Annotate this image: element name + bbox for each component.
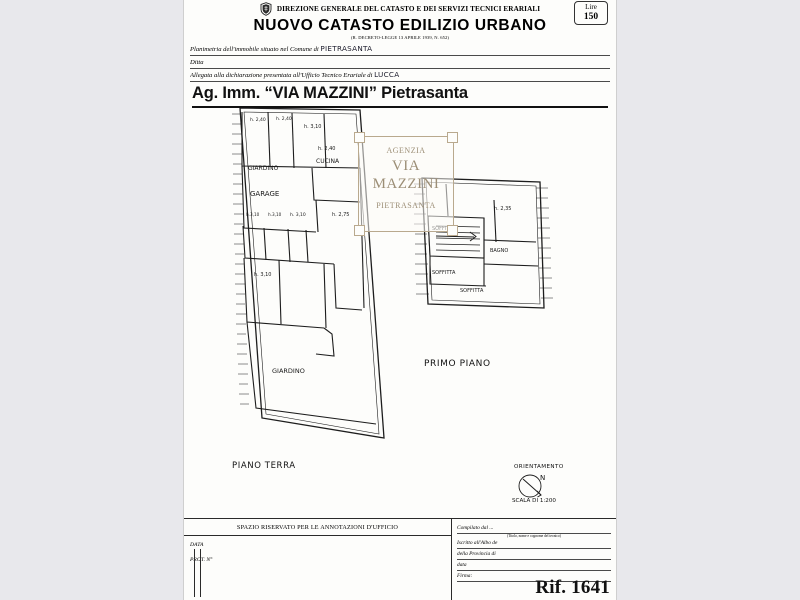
plan-height-1: h. 2,40 [250,118,266,123]
watermark-line-1: AGENZIA [386,146,426,155]
watermark-line-3: MAZZINI [372,176,440,193]
watermark-corner-tl [354,132,365,143]
footer-data-label: DATA [190,542,204,548]
office-notes-box [184,519,452,600]
plan-label-cucina: CUCINA [316,158,340,165]
plan-height-3: h. 3,10 [304,124,322,130]
plan-height-9: h. 3,10 [254,272,272,278]
svg-text:N: N [540,474,546,482]
footer-prot-label: PROT. N° [190,557,213,563]
field-ufficio-value: LUCCA [374,70,400,79]
footer-date-label: data [457,560,611,571]
field-ditta [190,56,610,69]
footer-compilato-hint: (Titolo, nome e cognome del tecnico) [507,534,561,538]
document-title: NUOVO CATASTO EDILIZIO URBANO [253,17,547,34]
plan-label-giardino-top: GIARDINO [248,165,279,172]
plan-label-garage: GARAGE [250,190,280,198]
plan-height-5: h. 2,75 [332,212,350,218]
state-crest-icon [260,2,272,16]
footer-provincia-label: della Provincia di [457,549,611,560]
plan-label-soffitta-3: SOFFITTA [460,288,484,294]
watermark-line-2: VIA [391,158,421,175]
plan-height-6: h.3,10 [246,212,260,217]
orientation-compass [512,464,564,504]
authority-text: DIREZIONE GENERALE DEL CATASTO E DEI SERVIZI TECNICI ERARIALI [276,5,541,13]
plan-height-4: h. 2,40 [318,146,336,152]
watermark-corner-tr [447,132,458,143]
orientation-caption: ORIENTAMENTO [514,464,564,470]
stamp-fee-label: Lire [585,3,597,11]
footer-compilato-label: Compilato dal ... [457,523,611,534]
plan-height-7: h.3,10 [268,212,282,217]
plan-height-2: h. 2,40 [276,117,292,122]
reference-number: Rif. 1641 [535,577,610,598]
document-decree: (R. DECRETO-LEGGE 13 APRILE 1939, N. 652) [350,35,450,40]
watermark-corner-br [447,225,458,236]
plan-label-bagno: BAGNO [490,248,509,254]
plan-label-soffitta-2: SOFFITTA [432,270,456,276]
document-footer [184,518,616,600]
plan-height-8: h. 3,10 [290,213,306,218]
field-comune [190,43,610,56]
office-notes-caption: SPAZIO RISERVATO PER LE ANNOTAZIONI D'UFFICIO [184,519,451,536]
scale-caption: SCALA DI 1:200 [512,498,556,504]
first-floor-caption: PRIMO PIANO [424,359,491,369]
field-comune-label: Planimetria dell'immobile situato nel Comune di [190,46,319,53]
agency-watermark [358,136,454,232]
stamp-fee-box [574,1,608,25]
technician-box [452,519,616,600]
field-ditta-label: Ditta [190,59,204,66]
ground-floor-caption: PIANO TERRA [232,461,296,471]
field-comune-value: PIETRASANTA [320,44,373,53]
footer-vertical-rule-1 [194,549,195,597]
cadastral-document-sheet [184,0,616,600]
footer-firma-label: Firma: [457,571,611,582]
plan-height-10: h. 2,35 [494,206,512,212]
footer-albo-label: Iscritto all'Albo de [457,538,611,549]
watermark-line-4: PIETRASANTA [376,200,436,210]
footer-vertical-rule-2 [200,549,201,597]
authority-line [190,2,610,16]
plan-label-giardino-bottom: GIARDINO [272,367,305,375]
stamp-fee-value: 150 [583,12,599,22]
field-ufficio [190,69,610,82]
agency-banner: Ag. Imm. “VIA MAZZINI” Pietrasanta [192,84,468,102]
document-header [184,0,616,82]
field-ufficio-label: Allegata alla dichiarazione presentata all'Ufficio Tecnico Erariale di [190,72,373,79]
watermark-corner-bl [354,225,365,236]
